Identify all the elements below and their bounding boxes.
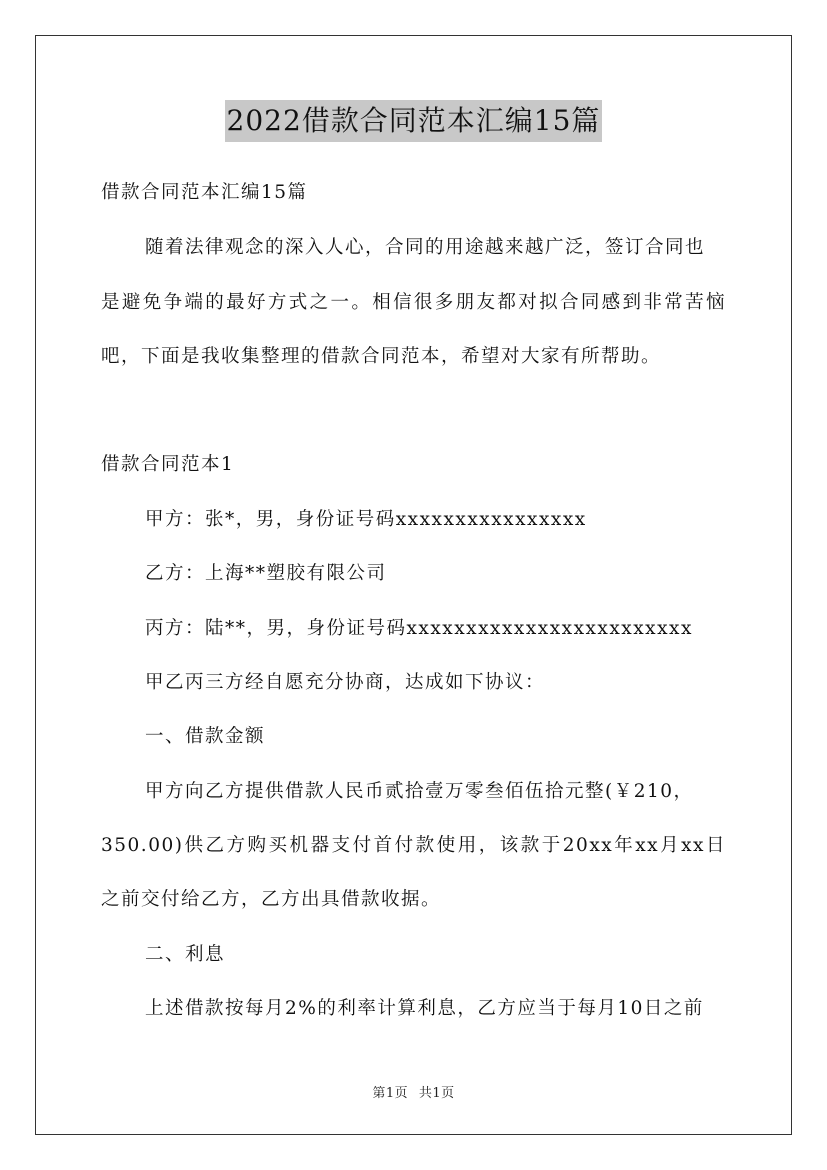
intro-line-3: 吧，下面是我收集整理的借款合同范本，希望对大家有所帮助。 [101, 346, 662, 367]
party-b: 乙方：上海**塑胶有限公司 [145, 563, 387, 584]
clause1-line-3: 之前交付给乙方，乙方出具借款收据。 [101, 889, 442, 910]
page-total: 共1页 [418, 1086, 455, 1101]
intro-line-1: 随着法律观念的深入人心，合同的用途越来越广泛，签订合同也 [145, 237, 706, 258]
document-subtitle: 借款合同范本汇编15篇 [101, 182, 308, 203]
clause2-line-1: 上述借款按每月2%的利率计算利息，乙方应当于每月10日之前 [145, 998, 704, 1019]
party-c: 丙方：陆**，男，身份证号码xxxxxxxxxxxxxxxxxxxxxxxx [145, 618, 693, 639]
clause2-title: 二、利息 [145, 944, 226, 965]
page-number: 第1页 [372, 1086, 409, 1101]
page-footer [0, 1082, 827, 1101]
clause1-line-1: 甲方向乙方提供借款人民币贰拾壹万零叁佰伍拾元整(￥210， [145, 781, 694, 802]
agreement-statement: 甲乙丙三方经自愿充分协商，达成如下协议： [145, 672, 546, 693]
document-title: 2022借款合同范本汇编15篇 [225, 100, 603, 142]
party-a: 甲方：张*，男，身份证号码xxxxxxxxxxxxxxxx [145, 509, 587, 530]
intro-line-2: 是避免争端的最好方式之一。相信很多朋友都对拟合同感到非常苦恼 [101, 292, 726, 313]
clause1-line-2: 350.00)供乙方购买机器支付首付款使用，该款于20xx年xx月xx日 [101, 835, 726, 856]
title-wrap [0, 100, 827, 142]
clause1-title: 一、借款金额 [145, 726, 266, 747]
section-heading: 借款合同范本1 [101, 454, 235, 475]
